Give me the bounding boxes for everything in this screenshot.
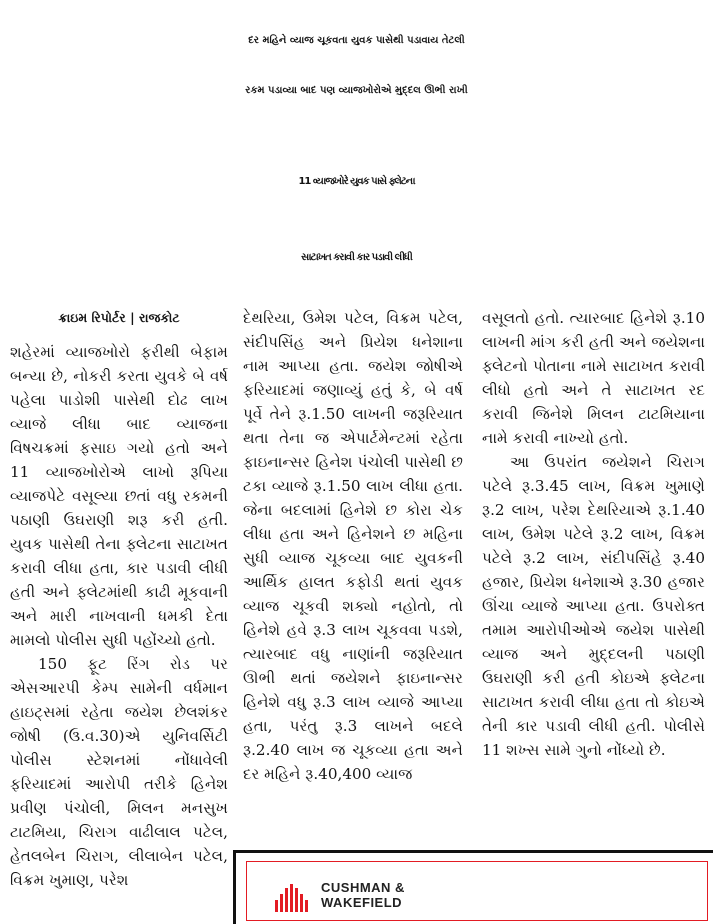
building-bars-icon [275,884,313,912]
article-paragraph: વસૂલતો હતો. ત્યારબાદ હિનેશે રૂ.10 લાખની માંગ કરી હતી અને જયેશના ફ્લેટનો પોતાના નામે સાટાખત કરાવી લીધો હતો અને તે સાટાખત રદ કરાવી જિનેશે મિલન ટાટમિયાના નામે કરાવી નાખ્યો હતો. [482,309,705,447]
ad-brand-line-1: CUSHMAN & [321,880,405,895]
byline: ક્રાઇમ રિપોર્ટર | રાજકોટ [58,310,180,325]
article-paragraph: આ ઉપરાંત જયેશને ચિરાગ પટેલે રૂ.3.45 લાખ, વિક્રમ ખુમાણે રૂ.2 લાખ, પરેશ દેથરિયાએ રૂ.1.40 લાખ, ઉમેશ પટેલે રૂ.2 લાખ, વિક્રમ પટેલે રૂ.2 લાખ, સંદીપસિંહે રૂ.40 હજાર, પ્રિયેશ ધનેશાએ રૂ.30 હજાર ઊંચા વ્યાજે આપ્યા હતા. ઉપરોક્ત તમામ આરોપીઓએ જયેશ પાસેથી વ્યાજ અને મુદ્દલની પઠાણી ઉઘરાણી કરી હતી કોઇએ ફ્લેટના સાટાખત કરાવી લીધા હતા તો કોઇએ તેની કાર પડાવી લીધી હતી. પોલીસે 11 શખ્સ સામે ગુનો નોંધ્યો છે. [482,453,705,759]
ad-brand-line-2: WAKEFIELD [321,895,403,910]
kicker-line-1: દર મહિને વ્યાજ ચૂકવતા યુવક પાસેથી પડાવાય તેટલી [248,35,465,46]
ad-brand-name [321,880,405,910]
article-paragraph: 150 ફૂટ રિંગ રોડ પર એસઆરપી કેમ્પ સામેની વર્ધમાન હાઇટ્સમાં રહેતા જયેશ છેલશંકર જોષી (ઉ.વ.30)એ યુનિવર્સિટી પોલીસ સ્ટેશનમાં નોંધાવેલી ફરિયાદમાં આરોપી તરીકે હિનેશ પ્રવીણ પંચોલી, મિલન મનસુખ ટાટમિયા, ચિરાગ વાઢીલાલ પટેલ, હેતલબેન ચિરાગ, લીલાબેન પટેલ, વિક્રમ ખુમાણ, પરેશ [10,655,228,889]
article-paragraph: દેથરિયા, ઉમેશ પટેલ, વિક્રમ પટેલ, સંદીપસિંહ અને પ્રિયેશ ધનેશાના નામ આપ્યા હતા. જયેશ જોષીએ ફરિયાદમાં જણાવ્યું હતું કે, બે વર્ષ પૂર્વે તેને રૂ.1.50 લાખની જરૂરિયાત થતા તેના જ એપાર્ટમેન્ટમાં રહેતા ફાઇનાન્સર હિનેશ પંચોલી પાસેથી છ ટકા વ્યાજે રૂ.1.50 લાખ લીધા હતા. જેના બદલામાં હિનેશે છ કોરા ચેક લીધા હતા અને હિનેશને છ મહિના સુધી વ્યાજ ચૂકવ્યા બાદ યુવકની આર્થિક હાલત કફોડી થતાં યુવક વ્યાજ ચૂકવી શક્યો નહોતો, તો હિનેશે હવે રૂ.3 લાખ ચૂકવવા પડશે, ત્યારબાદ વધુ નાણાંની જરૂરિયાત ઊભી થતાં જયેશને ફાઇનાન્સર હિનેશે વધુ રૂ.3 લાખ વ્યાજે આપ્યા હતા, પરંતુ રૂ.3 લાખને બદલે રૂ.2.40 લાખ જ ચૂકવ્યા હતા અને દર મહિને રૂ.40,400 વ્યાજ [243,309,463,783]
ad-frame [246,861,708,921]
kicker-line-2: રકમ પડાવ્યા બાદ પણ વ્યાજખોરોએ મુદ્દલ ઊભી રાખી [245,85,468,96]
article-column-3 [482,306,705,846]
headline-line-2: સાટાખત કરાવી કાર પડાવી લીધી [301,252,412,263]
advertisement [233,850,713,924]
article-paragraph: શહેરમાં વ્યાજખોરો ફરીથી બેફામ બન્યા છે, નોકરી કરતા યુવકે બે વર્ષ પહેલા પાડોશી પાસેથી દોઢ લાખ વ્યાજે લીધા બાદ વ્યાજના વિષચક્રમાં ફસાઇ ગયો હતો અને 11 વ્યાજખોરોએ લાખો રૂપિયા વ્યાજપેટે વસૂલ્યા છતાં વધુ રકમની પઠાણી ઉઘરાણી શરૂ કરી હતી. યુવક પાસેથી તેના ફ્લેટના સાટાખત કરાવી લીધા હતા, કાર પડાવી લીધી હતી અને ફ્લેટમાંથી કાઢી મૂકવાની અને મારી નાખવાની ધમકી દેતા મામલો પોલીસ સુધી પહોંચ્યો હતો. [10,343,228,649]
headline-line-1: 11 વ્યાજખોરે યુવક પાસે ફ્લેટના [298,176,415,187]
article-column-1 [10,306,228,924]
article-column-2 [243,306,463,846]
